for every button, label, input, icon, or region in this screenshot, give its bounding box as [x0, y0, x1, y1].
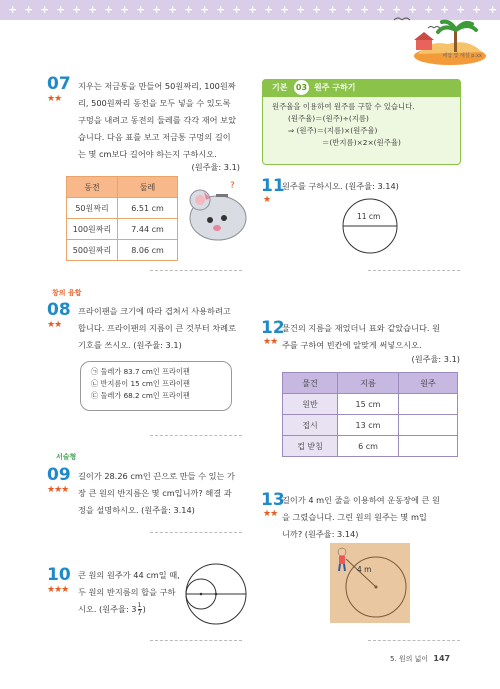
q11-circle-figure: [341, 197, 399, 255]
q09-question: [78, 468, 253, 519]
table-cell: 13 cm: [338, 415, 399, 436]
q10-line: 큰 원의 원주가 44 cm일 때,: [78, 570, 180, 580]
q08-line: 합니다. 프라이팬의 지름이 큰 것부터 차례로: [78, 323, 236, 333]
concept-title: 원주 구하기: [314, 83, 356, 92]
q13-question: [282, 492, 462, 543]
q10-fraction: [138, 602, 142, 617]
q08-option: ㉡ 반지름이 15 cm인 프라이팬: [91, 379, 190, 388]
q08-line: 기호를 쓰시오. (원주율: 3.1): [78, 340, 182, 350]
q08-number: 08: [47, 300, 71, 320]
table-cell: 500원짜리: [67, 240, 118, 261]
concept-line: 원주율을 이용하여 원주를 구할 수 있습니다.: [272, 102, 415, 111]
q11-diameter-label: 11 cm: [357, 212, 381, 221]
q07-line: 는 몇 cm보다 길어야 하는지 구하시오.: [78, 149, 217, 159]
q08-badge: 창의 융합: [52, 289, 82, 297]
q13-line: 니까? (원주율: 3.14): [282, 529, 359, 539]
q11-question: 원주를 구하시오. (원주율: 3.14): [282, 181, 399, 191]
q07-line: 습니다. 다음 표를 보고 저금통 구멍의 길이: [78, 132, 231, 142]
q07-question: [78, 78, 253, 163]
page-number: 147: [433, 654, 451, 663]
concept-line: ⇒ (원주)＝(지름)×(원주율): [288, 126, 378, 135]
answer-line: [150, 532, 242, 533]
q08-option: ㉠ 둘레가 83.7 cm인 프라이팬: [91, 367, 190, 376]
q13-line: 길이가 4 m인 줄을 이용하여 운동장에 큰 원: [282, 495, 440, 505]
table-cell: 원반: [283, 394, 338, 415]
q07-coin-table: [66, 176, 178, 261]
q10-line-text: 시오. (원주율: 3: [78, 604, 137, 614]
answer-line: [150, 270, 242, 271]
q12-question: [282, 320, 462, 354]
q07-difficulty-stars: ★★: [47, 94, 62, 104]
table-cell: 50원짜리: [67, 198, 118, 219]
q11-number: 11: [261, 176, 285, 196]
concept-line: ＝(반지름)×2×(원주율): [322, 138, 401, 147]
concept-body: [272, 101, 457, 149]
island-illustration: [388, 12, 498, 68]
answer-cell[interactable]: [399, 436, 458, 457]
q07-pi-note: (원주율: 3.1): [191, 162, 240, 172]
table-cell: 7.44 cm: [118, 219, 178, 240]
q13-number: 13: [261, 490, 285, 510]
q09-number: 09: [47, 465, 71, 485]
q10-close-paren: ): [142, 604, 146, 614]
q07-line: 구멍을 내려고 동전의 둘레를 각각 재어 보았: [78, 115, 236, 125]
q12-diameter-table: [282, 372, 458, 457]
q12-line: 주를 구하여 빈칸에 알맞게 써넣으시오.: [282, 340, 422, 350]
answer-line: [150, 435, 242, 436]
q12-line: 물건의 지름을 재었더니 표와 같았습니다. 원: [282, 323, 440, 333]
table-cell: 접시: [283, 415, 338, 436]
table-cell: 6 cm: [338, 436, 399, 457]
q09-line: 길이가 28.26 cm인 끈으로 만들 수 있는 가: [78, 471, 235, 481]
table-header: 둘레: [118, 177, 178, 198]
mouse-piggy-bank-illustration: [180, 178, 250, 246]
q09-line: 정을 설명하시오. (원주율: 3.14): [78, 505, 195, 515]
answer-cell[interactable]: [399, 394, 458, 415]
q10-circles-figure: [184, 562, 248, 626]
answer-line: [368, 640, 460, 641]
q12-pi-note: (원주율: 3.1): [411, 354, 460, 364]
svg-text:?: ?: [230, 181, 235, 191]
q07-line: 리, 500원짜리 동전을 모두 넣을 수 있도록: [78, 98, 231, 108]
q13-rope-label: 4 m: [357, 565, 372, 574]
q08-option: ㉢ 둘레가 68.2 cm인 프라이팬: [91, 391, 190, 400]
table-header: 동전: [67, 177, 118, 198]
answer-cell[interactable]: [399, 415, 458, 436]
q08-options-box: [80, 361, 232, 411]
q08-question: [78, 303, 253, 354]
answer-reference: 해답 및 해설 p.xx: [442, 53, 482, 59]
answer-line: [150, 640, 242, 641]
q10-line: [78, 601, 198, 618]
table-cell: 100원짜리: [67, 219, 118, 240]
table-header: 지름: [338, 373, 399, 394]
table-header: 원주: [399, 373, 458, 394]
concept-line: (원주율)＝(원주)÷(지름): [288, 114, 369, 123]
q13-difficulty-stars: ★★: [263, 509, 278, 519]
q10-fraction-denominator: 7: [137, 609, 142, 617]
concept-number: 03: [294, 80, 309, 95]
table-cell: 6.51 cm: [118, 198, 178, 219]
q09-line: 장 큰 원의 반지름은 몇 cm입니까? 해결 과: [78, 488, 232, 498]
table-cell: 컵 받침: [283, 436, 338, 457]
q09-badge: 서술형: [56, 453, 77, 461]
q07-number: 07: [47, 74, 71, 94]
chapter-title: 5. 원의 넓이: [390, 655, 429, 663]
q13-line: 을 그렸습니다. 그린 원의 원주는 몇 m입: [282, 512, 427, 522]
concept-box-header: [262, 79, 461, 97]
q10-difficulty-stars: ★★★: [47, 585, 69, 595]
q07-line: 지우는 저금통을 만들어 50원짜리, 100원짜: [78, 81, 236, 91]
q08-line: 프라이팬을 크기에 따라 겹쳐서 사용하려고: [78, 306, 231, 316]
top-pattern-bar: + + + + + + + + + + + + + + + + + + + + + + + + + + + + + + +: [0, 0, 500, 20]
q10-line: 두 원의 반지름의 합을 구하: [78, 587, 176, 597]
table-header: 물건: [283, 373, 338, 394]
q12-difficulty-stars: ★★: [263, 337, 278, 347]
q11-difficulty-stars: ★: [263, 195, 271, 205]
q08-difficulty-stars: ★★: [47, 320, 62, 330]
q09-difficulty-stars: ★★★: [47, 485, 69, 495]
q10-fraction-numerator: 1: [137, 601, 142, 609]
q13-playground-figure: [330, 543, 410, 623]
q10-question: [78, 567, 198, 618]
q12-number: 12: [261, 318, 285, 338]
footer: [390, 654, 450, 664]
concept-tag: 기본: [272, 83, 288, 92]
q10-number: 10: [47, 565, 71, 585]
table-cell: 8.06 cm: [118, 240, 178, 261]
answer-line: [368, 270, 460, 271]
table-cell: 15 cm: [338, 394, 399, 415]
